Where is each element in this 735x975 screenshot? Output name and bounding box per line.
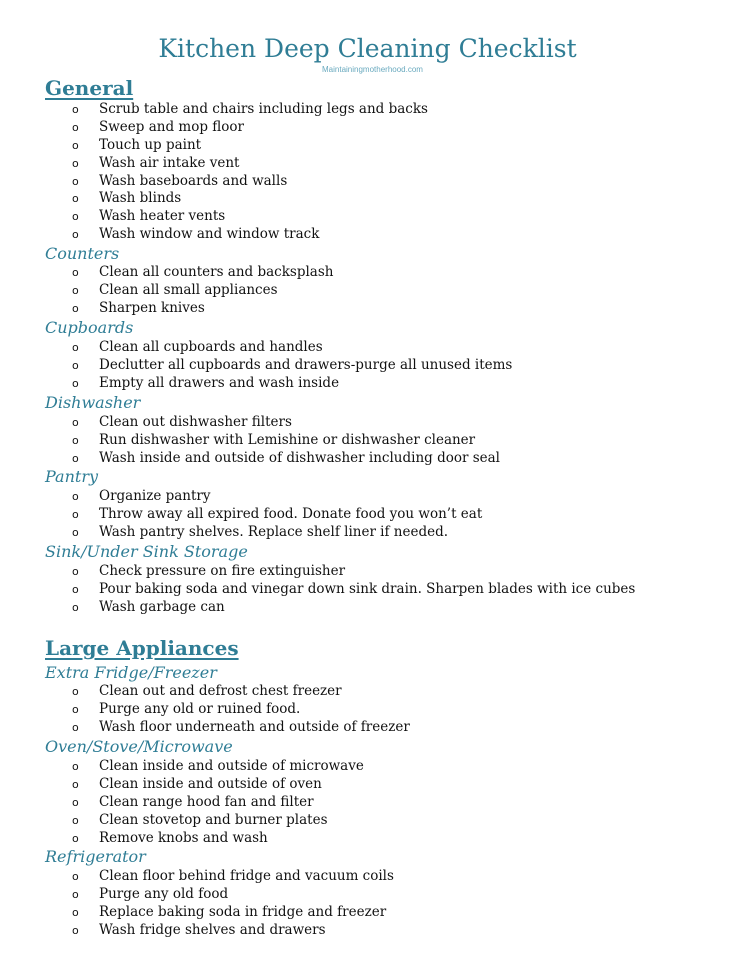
bullet-icon: o [72, 702, 79, 716]
bullet-icon: o [72, 582, 79, 596]
cupboards-item-list [0, 339, 735, 393]
list-item [0, 922, 735, 940]
bullet-icon: o [72, 266, 79, 279]
list-item [0, 794, 735, 812]
item-text: Clean stovetop and burner plates [99, 811, 328, 828]
subsection-heading-sink: Sink/Under Sink Storage [45, 542, 248, 561]
item-text: Wash pantry shelves. Replace shelf liner if needed. [99, 523, 449, 540]
item-text: Clean out and defrost chest freezer [99, 683, 342, 699]
item-text: Clean floor behind fridge and vacuum coils [99, 868, 394, 884]
bullet-icon: o [72, 283, 79, 297]
list-item [0, 506, 735, 524]
bullet-icon: o [72, 813, 79, 827]
bullet-icon: o [72, 685, 79, 698]
sink-item-list [0, 563, 735, 617]
item-text: Declutter all cupboards and drawers-purge all unused items [99, 356, 513, 373]
section-heading-general: General [45, 76, 134, 100]
subsection-heading-extra-fridge: Extra Fridge/Freezer [45, 663, 217, 682]
item-text: Clean all small appliances [99, 281, 278, 298]
bullet-icon: o [72, 760, 79, 773]
item-text: Wash blinds [99, 190, 182, 207]
oven-item-list [0, 758, 735, 847]
item-text: Touch up paint [99, 136, 202, 153]
bullet-icon: o [72, 923, 79, 937]
item-text: Clean inside and outside of oven [99, 775, 322, 792]
item-text: Clean out dishwasher filters [99, 414, 292, 430]
bullet-icon: o [72, 507, 79, 521]
bullet-icon: o [72, 433, 79, 447]
bullet-icon: o [72, 565, 79, 578]
item-text: Clean inside and outside of microwave [99, 758, 364, 774]
item-text: Purge any old or ruined food. [99, 700, 301, 717]
list-item [0, 830, 735, 848]
list-item [0, 450, 735, 468]
bullet-icon: o [72, 525, 79, 539]
list-item [0, 886, 735, 904]
list-item [0, 226, 735, 244]
dishwasher-item-list [0, 414, 735, 468]
item-text: Sweep and mop floor [99, 118, 244, 135]
subsection-heading-cupboards: Cupboards [45, 318, 134, 337]
bullet-icon: o [72, 451, 79, 465]
section-heading-large-appliances: Large Appliances [45, 636, 239, 660]
item-text: Clean all cupboards and handles [99, 339, 323, 355]
item-text: Check pressure on fire extinguisher [99, 563, 346, 579]
bullet-icon: o [72, 905, 79, 919]
item-text: Wash air intake vent [99, 154, 240, 171]
subsection-heading-dishwasher: Dishwasher [45, 393, 141, 412]
item-text: Clean range hood fan and filter [99, 793, 314, 810]
item-text: Replace baking soda in fridge and freezer [99, 903, 387, 920]
bullet-icon: o [72, 870, 79, 883]
list-item [0, 101, 735, 119]
list-item [0, 488, 735, 506]
list-item [0, 190, 735, 208]
list-item [0, 868, 735, 886]
item-text: Throw away all expired food. Donate food you won’t eat [99, 505, 483, 522]
item-text: Scrub table and chairs including legs and backs [99, 101, 428, 117]
bullet-icon: o [72, 174, 79, 188]
list-item [0, 282, 735, 300]
bullet-icon: o [72, 103, 79, 116]
bullet-icon: o [72, 192, 79, 206]
list-item [0, 599, 735, 617]
list-item [0, 776, 735, 794]
list-item [0, 155, 735, 173]
list-item [0, 300, 735, 318]
list-item [0, 414, 735, 432]
item-text: Wash heater vents [99, 208, 226, 225]
bullet-icon: o [72, 376, 79, 390]
list-item [0, 719, 735, 737]
item-text: Pour baking soda and vinegar down sink drain. Sharpen blades with ice cubes [99, 580, 636, 597]
list-item [0, 904, 735, 922]
list-item [0, 264, 735, 282]
list-item [0, 208, 735, 226]
list-item [0, 173, 735, 191]
list-item [0, 563, 735, 581]
list-item [0, 683, 735, 701]
list-item [0, 375, 735, 393]
item-text: Wash garbage can [99, 598, 225, 615]
bullet-icon: o [72, 777, 79, 791]
list-item [0, 524, 735, 542]
item-text: Remove knobs and wash [99, 829, 268, 846]
bullet-icon: o [72, 138, 79, 152]
item-text: Wash fridge shelves and drawers [99, 921, 326, 938]
counters-item-list [0, 264, 735, 318]
item-text: Run dishwasher with Lemishine or dishwasher cleaner [99, 431, 476, 448]
bullet-icon: o [72, 210, 79, 224]
page-subtitle: Maintainingmotherhood.com [322, 65, 423, 74]
item-text: Organize pantry [99, 488, 211, 504]
bullet-icon: o [72, 831, 79, 845]
bullet-icon: o [72, 301, 79, 315]
list-item [0, 339, 735, 357]
list-item [0, 432, 735, 450]
list-item [0, 758, 735, 776]
item-text: Wash window and window track [99, 226, 320, 243]
item-text: Wash floor underneath and outside of freezer [99, 718, 410, 735]
bullet-icon: o [72, 358, 79, 372]
refrigerator-item-list [0, 868, 735, 940]
list-item [0, 119, 735, 137]
item-text: Sharpen knives [99, 299, 205, 316]
bullet-icon: o [72, 600, 79, 614]
list-item [0, 357, 735, 375]
list-item [0, 701, 735, 719]
item-text: Wash inside and outside of dishwasher including door seal [99, 449, 500, 466]
list-item [0, 812, 735, 830]
subsection-heading-counters: Counters [45, 244, 120, 263]
item-text: Purge any old food [99, 885, 229, 902]
item-text: Wash baseboards and walls [99, 172, 288, 189]
bullet-icon: o [72, 120, 79, 134]
bullet-icon: o [72, 490, 79, 503]
bullet-icon: o [72, 228, 79, 242]
general-item-list [0, 101, 735, 244]
bullet-icon: o [72, 795, 79, 809]
pantry-item-list [0, 488, 735, 542]
bullet-icon: o [72, 720, 79, 734]
bullet-icon: o [72, 156, 79, 170]
list-item [0, 581, 735, 599]
list-item [0, 137, 735, 155]
bullet-icon: o [72, 416, 79, 429]
bullet-icon: o [72, 341, 79, 354]
page-title: Kitchen Deep Cleaning Checklist [158, 34, 577, 63]
subsection-heading-pantry: Pantry [45, 467, 99, 486]
extra-fridge-item-list [0, 683, 735, 737]
item-text: Clean all counters and backsplash [99, 264, 334, 280]
item-text: Empty all drawers and wash inside [99, 374, 340, 391]
subsection-heading-refrigerator: Refrigerator [45, 847, 146, 866]
subsection-heading-oven: Oven/Stove/Microwave [45, 737, 233, 756]
bullet-icon: o [72, 887, 79, 901]
